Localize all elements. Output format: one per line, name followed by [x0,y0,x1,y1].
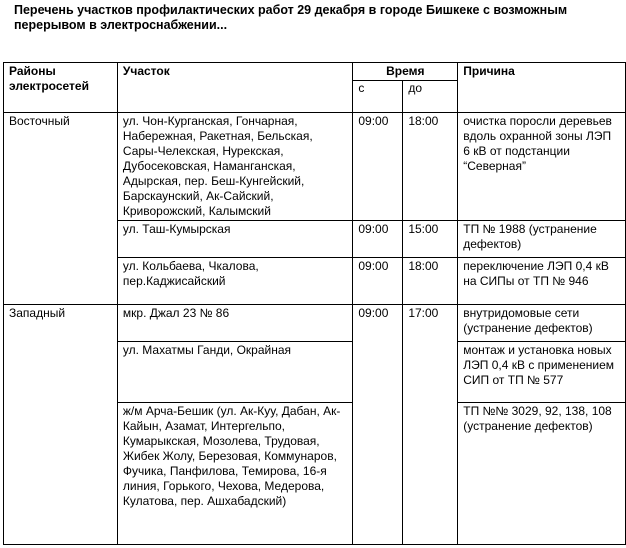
table-row [4,113,626,221]
reason-cell: монтаж и установка новых ЛЭП 0,4 кВ с применением СИП от ТП № 577 [458,342,626,403]
header-time: Время [353,63,458,81]
region-cell: Западный [4,305,118,545]
header-row [4,63,626,81]
reason-cell: очистка поросли деревьев вдоль охранной зоны ЛЭП 6 кВ от подстанции “Северная” [458,113,626,221]
reason-cell: ТП № 1988 (устранение дефектов) [458,221,626,258]
region-cell: Восточный [4,113,118,305]
header-reason: Причина [458,63,626,113]
time-to-cell: 17:00 [403,305,458,545]
reason-cell: внутридомовые сети (устранение дефектов) [458,305,626,342]
section-cell: ул. Махатмы Ганди, Окрайная [117,342,352,403]
header-region: Районы электросетей [4,63,118,113]
header-section: Участок [117,63,352,113]
time-to-cell: 18:00 [403,258,458,305]
section-cell: мкр. Джал 23 № 86 [117,305,352,342]
time-from-cell: 09:00 [353,305,403,545]
reason-cell: переключение ЛЭП 0,4 кВ на СИПы от ТП № 946 [458,258,626,305]
section-cell: ул. Таш-Кумырская [117,221,352,258]
time-from-cell: 09:00 [353,258,403,305]
time-to-cell: 15:00 [403,221,458,258]
time-from-cell: 09:00 [353,221,403,258]
reason-cell: ТП №№ 3029, 92, 138, 108 (устранение дефектов) [458,403,626,545]
outage-table [3,62,626,545]
time-to-cell: 18:00 [403,113,458,221]
page-title: Перечень участков профилактических работ 29 декабря в городе Бишкеке с возможным перерывом в электроснабжении... [14,3,568,32]
section-cell: ж/м Арча-Бешик (ул. Ак-Куу, Дабан, Ак-Кайын, Азамат, Интергельпо, Кумарыкская, Мозолева, Трудовая, Жибек Жолу, Березовая, Коммунаров, Фучика, Панфилова, Темирова, 16-я линия, Горького, Чехова, Медерова, Кулатова, пер. Ашхабадский) [117,403,352,545]
section-cell: ул. Чон-Курганская, Гончарная, Набережная, Ракетная, Бельская, Сары-Челекская, Нурекская, Дубосековская, Наманганская, Адырская, пер. Беш-Кунгейский, Барскаунский, Ак-Сайский, Криворожский, Калымский [117,113,352,221]
header-time-from: с [353,81,403,113]
time-from-cell: 09:00 [353,113,403,221]
header-time-to: до [403,81,458,113]
section-cell: ул. Кольбаева, Чкалова, пер.Каджисайский [117,258,352,305]
table-row [4,305,626,342]
